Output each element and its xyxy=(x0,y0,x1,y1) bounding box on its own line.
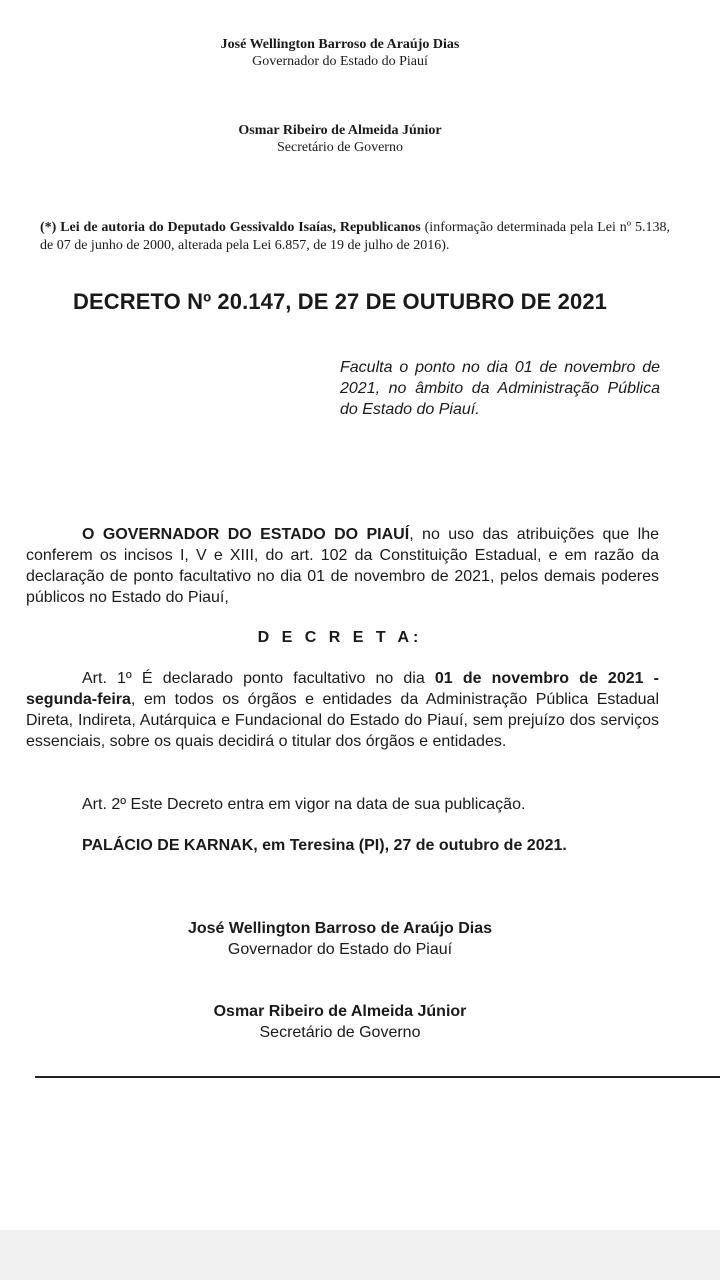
art1-start: Art. 1º É declarado ponto facultativo no dia xyxy=(82,670,435,687)
bottom-signature-governor xyxy=(0,918,680,960)
decree-preamble xyxy=(26,524,659,608)
top-signature-governor xyxy=(0,36,680,70)
article-2: Art. 2º Este Decreto entra em vigor na data de sua publicação. xyxy=(82,796,526,813)
decree-title: DECRETO Nº 20.147, DE 27 DE OUTUBRO DE 2021 xyxy=(73,289,607,314)
bottom-signature-secretary xyxy=(0,1001,680,1043)
preamble-rest: , no uso das atribuições que lhe conferem os incisos I, V e XIII, do art. 102 da Constituição Estadual, e em razão da declaração de ponto facultativo no dia 01 de novembro de 2021, pelos demais poderes públicos no Estado do Piauí, xyxy=(26,526,659,606)
signature-role: Governador do Estado do Piauí xyxy=(252,54,428,69)
signature-role: Secretário de Governo xyxy=(259,1024,421,1041)
decree-ementa: Faculta o ponto no dia 01 de novembro de 2021, no âmbito da Administração Pública do Estado do Piauí. xyxy=(340,359,660,418)
signature-name: José Wellington Barroso de Araújo Dias xyxy=(187,920,493,937)
top-signature-secretary xyxy=(0,122,680,156)
signature-role: Secretário de Governo xyxy=(277,140,403,155)
note-rest: (informação determinada pela Lei nº 5.138, de 07 de junho de 2000, alterada pela Lei 6.857, de 19 de julho de 2016). xyxy=(40,220,670,253)
article-1 xyxy=(26,668,659,752)
signature-name: Osmar Ribeiro de Almeida Júnior xyxy=(213,1003,467,1020)
law-authorship-note xyxy=(40,219,670,255)
note-bold: (*) Lei de autoria do Deputado Gessivaldo Isaías, Republicanos xyxy=(40,220,421,235)
decreta-heading: D E C R E T A: xyxy=(257,629,423,646)
preamble-bold: O GOVERNADOR DO ESTADO DO PIAUÍ xyxy=(82,526,410,543)
signature-name: Osmar Ribeiro de Almeida Júnior xyxy=(238,123,442,138)
section-divider xyxy=(35,1076,720,1078)
art1-bold: 01 de novembro de 2021 - segunda-feira xyxy=(26,670,659,708)
signature-name: José Wellington Barroso de Araújo Dias xyxy=(220,37,460,52)
closing-place-date: PALÁCIO DE KARNAK, em Teresina (PI), 27 de outubro de 2021. xyxy=(82,837,567,854)
art1-rest: , em todos os órgãos e entidades da Administração Pública Estadual Direta, Indireta, Autárquica e Fundacional do Estado do Piauí, sem prejuízo dos serviços essenciais, sobre os quais decidirá o titular dos órgãos e entidades. xyxy=(26,691,659,750)
signature-role: Governador do Estado do Piauí xyxy=(227,941,453,958)
page-bottom-strip xyxy=(0,1230,720,1280)
